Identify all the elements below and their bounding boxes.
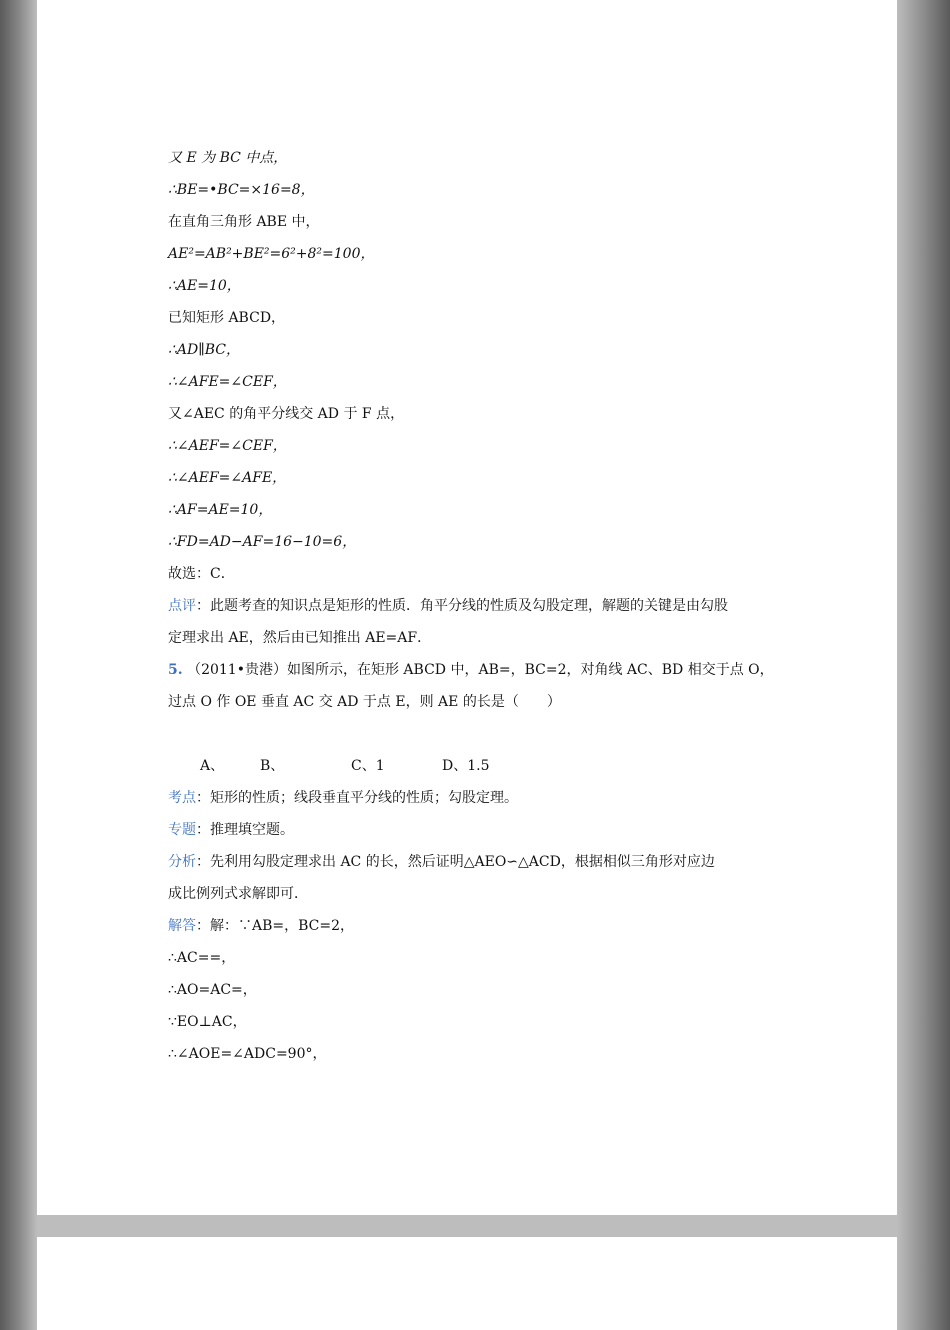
option-c: C、1 bbox=[351, 758, 385, 774]
text-line: 又∠AEC 的角平分线交 AD 于 F 点， bbox=[168, 406, 405, 422]
text-line: ∴∠AEF=∠CEF， bbox=[168, 438, 287, 454]
comment-label: 点评 bbox=[168, 598, 196, 614]
text-line: 又 E 为 BC 中点， bbox=[168, 150, 288, 166]
page-content bbox=[168, 142, 778, 1070]
fenxi-line bbox=[168, 846, 778, 878]
text-line: ∴∠AOE=∠ADC=90°， bbox=[168, 1046, 327, 1062]
kaodian-text: ：矩形的性质；线段垂直平分线的性质；勾股定理。 bbox=[196, 790, 518, 806]
fenxi-label: 分析 bbox=[168, 854, 196, 870]
question-text-2: 过点 O 作 OE 垂直 AC 交 AD 于点 E，则 AE 的长是（ ） bbox=[168, 694, 561, 710]
text-line: AE²=AB²+BE²=6²+8²=100， bbox=[168, 246, 375, 262]
text-line: ∴BE=•BC=×16=8， bbox=[168, 182, 315, 198]
zhuanti-line bbox=[168, 814, 778, 846]
zhuanti-label: 专题 bbox=[168, 822, 196, 838]
answer-options bbox=[168, 750, 778, 782]
option-d: D、1.5 bbox=[442, 758, 490, 774]
kaodian-line bbox=[168, 782, 778, 814]
text-line: ∴∠AEF=∠AFE， bbox=[168, 470, 287, 486]
fenxi-line-2: 成比例列式求解即可． bbox=[168, 886, 308, 902]
comment-text: ：此题考查的知识点是矩形的性质．角平分线的性质及勾股定理，解题的关键是由勾股 bbox=[196, 598, 728, 614]
text-line: ∴AD∥BC， bbox=[168, 342, 240, 358]
jieda-label: 解答 bbox=[168, 918, 196, 934]
text-line: ∴AO=AC=， bbox=[168, 982, 257, 998]
jieda-line bbox=[168, 910, 778, 942]
text-line: 故选：C． bbox=[168, 566, 235, 582]
text-line: 已知矩形 ABCD， bbox=[168, 310, 286, 326]
kaodian-label: 考点 bbox=[168, 790, 196, 806]
text-line: ∴AF=AE=10， bbox=[168, 502, 273, 518]
text-line: 在直角三角形 ABE 中， bbox=[168, 214, 320, 230]
question-text: （2011•贵港）如图所示，在矩形 ABCD 中，AB=，BC=2，对角线 AC、BD 相交于点 O， bbox=[187, 662, 774, 678]
question-5 bbox=[168, 654, 778, 686]
text-line: ∴∠AFE=∠CEF， bbox=[168, 374, 287, 390]
text-line: ∵EO⊥AC， bbox=[168, 1014, 247, 1030]
text-line: ∴FD=AD−AF=16−10=6， bbox=[168, 534, 357, 550]
comment-line bbox=[168, 590, 778, 622]
option-b: B、 bbox=[260, 758, 285, 774]
jieda-text: ：解：∵AB=，BC=2， bbox=[196, 918, 355, 934]
fenxi-text: ：先利用勾股定理求出 AC 的长，然后证明△AEO∽△ACD，根据相似三角形对应边 bbox=[196, 854, 715, 870]
option-a: A、 bbox=[200, 758, 225, 774]
document-page-1 bbox=[37, 0, 897, 1215]
comment-line-2: 定理求出 AE，然后由已知推出 AE=AF． bbox=[168, 630, 432, 646]
document-page-2 bbox=[37, 1237, 897, 1330]
question-number: 5. bbox=[168, 662, 183, 678]
blank-space bbox=[168, 718, 778, 750]
zhuanti-text: ：推理填空题。 bbox=[196, 822, 294, 838]
text-line: ∴AC==， bbox=[168, 950, 236, 966]
text-line: ∴AE=10， bbox=[168, 278, 241, 294]
